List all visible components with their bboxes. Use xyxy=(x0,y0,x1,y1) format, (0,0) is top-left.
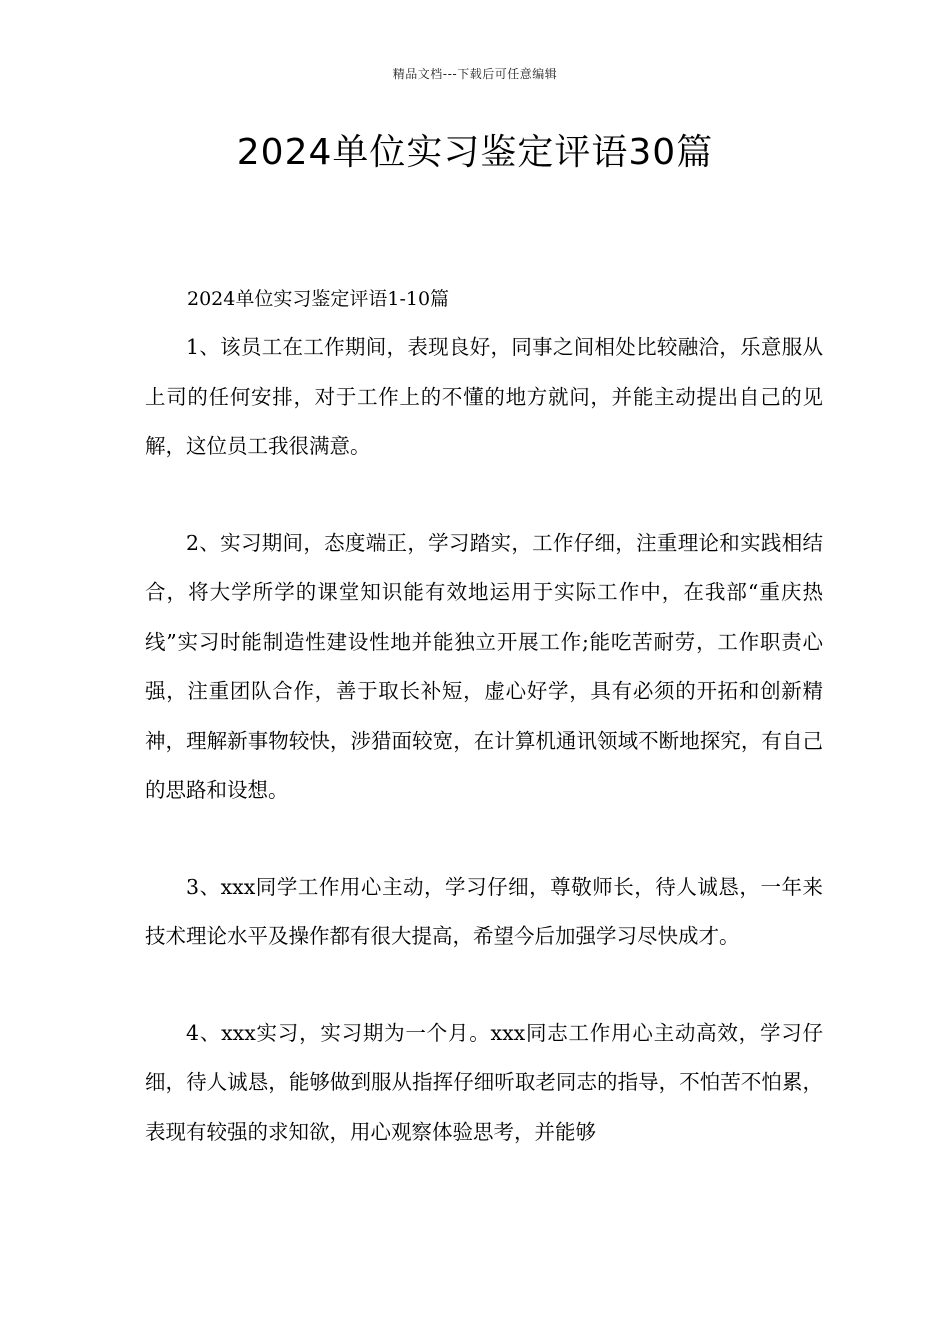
paragraph-2: 2、实习期间，态度端正，学习踏实，工作仔细，注重理论和实践相结合，将大学所学的课堂知识能有效地运用于实际工作中，在我部“重庆热线”实习时能制造性建设性地并能独立开展工作;能吃苦耐劳，工作职责心强，注重团队合作，善于取长补短，虚心好学，具有必须的开拓和创新精神，理解新事物较快，涉猎面较宽，在计算机通讯领域不断地探究，有自己的思路和设想。 xyxy=(145,530,823,802)
document-body xyxy=(145,282,823,1157)
paragraph-1: 1、该员工在工作期间，表现良好，同事之间相处比较融洽，乐意服从上司的任何安排，对于工作上的不懂的地方就问，并能主动提出自己的见解，这位员工我很满意。 xyxy=(145,335,823,458)
paragraph-3: 3、xxx同学工作用心主动，学习仔细，尊敬师长，待人诚恳，一年来技术理论水平及操作都有很大提高，希望今后加强学习尽快成才。 xyxy=(145,874,823,948)
document-title: 2024单位实习鉴定评语30篇 xyxy=(236,132,714,173)
paragraph-4: 4、xxx实习，实习期为一个月。xxx同志工作用心主动高效，学习仔细，待人诚恳，能够做到服从指挥仔细听取老同志的指导，不怕苦不怕累，表现有较强的求知欲，用心观察体验思考，并能够 xyxy=(145,1020,823,1144)
section-subheading: 2024单位实习鉴定评语1-10篇 xyxy=(187,288,450,310)
header-note: 精品文档---下载后可任意编辑 xyxy=(392,67,558,81)
